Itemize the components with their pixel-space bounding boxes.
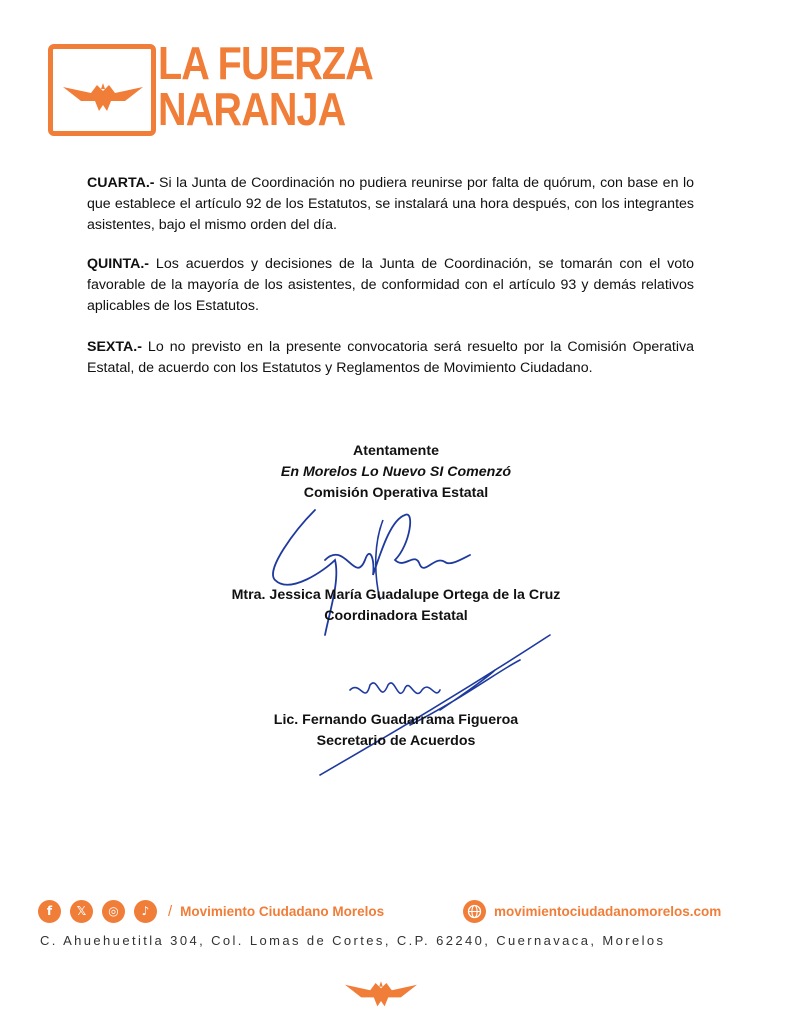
eagle-icon: [61, 75, 145, 115]
clause-label: CUARTA.-: [87, 175, 155, 191]
globe-icon: [463, 900, 486, 923]
signer-1-name: Mtra. Jessica María Guadalupe Ortega de la Cruz: [231, 587, 561, 603]
signature-2: [290, 630, 560, 780]
clause-sexta: [87, 337, 694, 379]
address: C. Ahuehuetitla 304, Col. Lomas de Cortes, C.P. 62240, Cuernavaca, Morelos: [40, 933, 666, 948]
logo-wordmark: [158, 37, 373, 135]
clause-text: Si la Junta de Coordinación no pudiera reunirse por falta de quórum, con base en lo que establece el artículo 92 de los Estatutos, se instalará una hora después, con los integrantes asistentes, bajo el mismo orden del día.: [87, 175, 694, 233]
logo-line-2: NARANJA: [158, 83, 346, 135]
org-name: Movimiento Ciudadano Morelos: [180, 903, 385, 919]
signer-2-role: Secretario de Acuerdos: [316, 733, 476, 749]
clause-quinta: [87, 254, 694, 317]
signer-1-role: Coordinadora Estatal: [324, 608, 468, 624]
facebook-icon[interactable]: f: [38, 900, 61, 923]
clause-text: Los acuerdos y decisiones de la Junta de Coordinación, se tomarán con el voto favorable de la mayoría de los asistentes, de conformidad con el artículo 93 y demás relativos aplicables de los Estatutos.: [87, 256, 694, 314]
clause-text: Lo no previsto en la presente convocatoria será resuelto por la Comisión Operativa Estatal, de acuerdo con los Estatutos y Reglamentos de Movimiento Ciudadano.: [87, 339, 694, 376]
instagram-icon[interactable]: ◎: [102, 900, 125, 923]
signer-2-name: Lic. Fernando Guadarrama Figueroa: [273, 712, 519, 728]
website-url[interactable]: movimientociudadanomorelos.com: [494, 903, 722, 919]
social-links: [38, 898, 384, 924]
clause-cuarta: [87, 173, 694, 236]
issuing-body: Comisión Operativa Estatal: [303, 485, 489, 501]
signer-2: [0, 710, 792, 752]
clause-label: QUINTA.-: [87, 256, 149, 272]
logo-line-1: LA FUERZA: [158, 37, 373, 89]
clause-label: SEXTA.-: [87, 339, 142, 355]
closing-block: [0, 441, 792, 504]
x-icon[interactable]: 𝕏: [70, 900, 93, 923]
eagle-icon: [338, 974, 424, 1010]
signer-1: [0, 585, 792, 627]
salutation: Atentamente: [353, 443, 439, 459]
logo-emblem-box: [48, 44, 156, 136]
motto: En Morelos Lo Nuevo SI Comenzó: [280, 464, 512, 480]
tiktok-icon[interactable]: ♪: [134, 900, 157, 923]
website-link[interactable]: [463, 898, 721, 924]
party-logo: [48, 37, 373, 140]
separator-slash: /: [168, 902, 173, 920]
